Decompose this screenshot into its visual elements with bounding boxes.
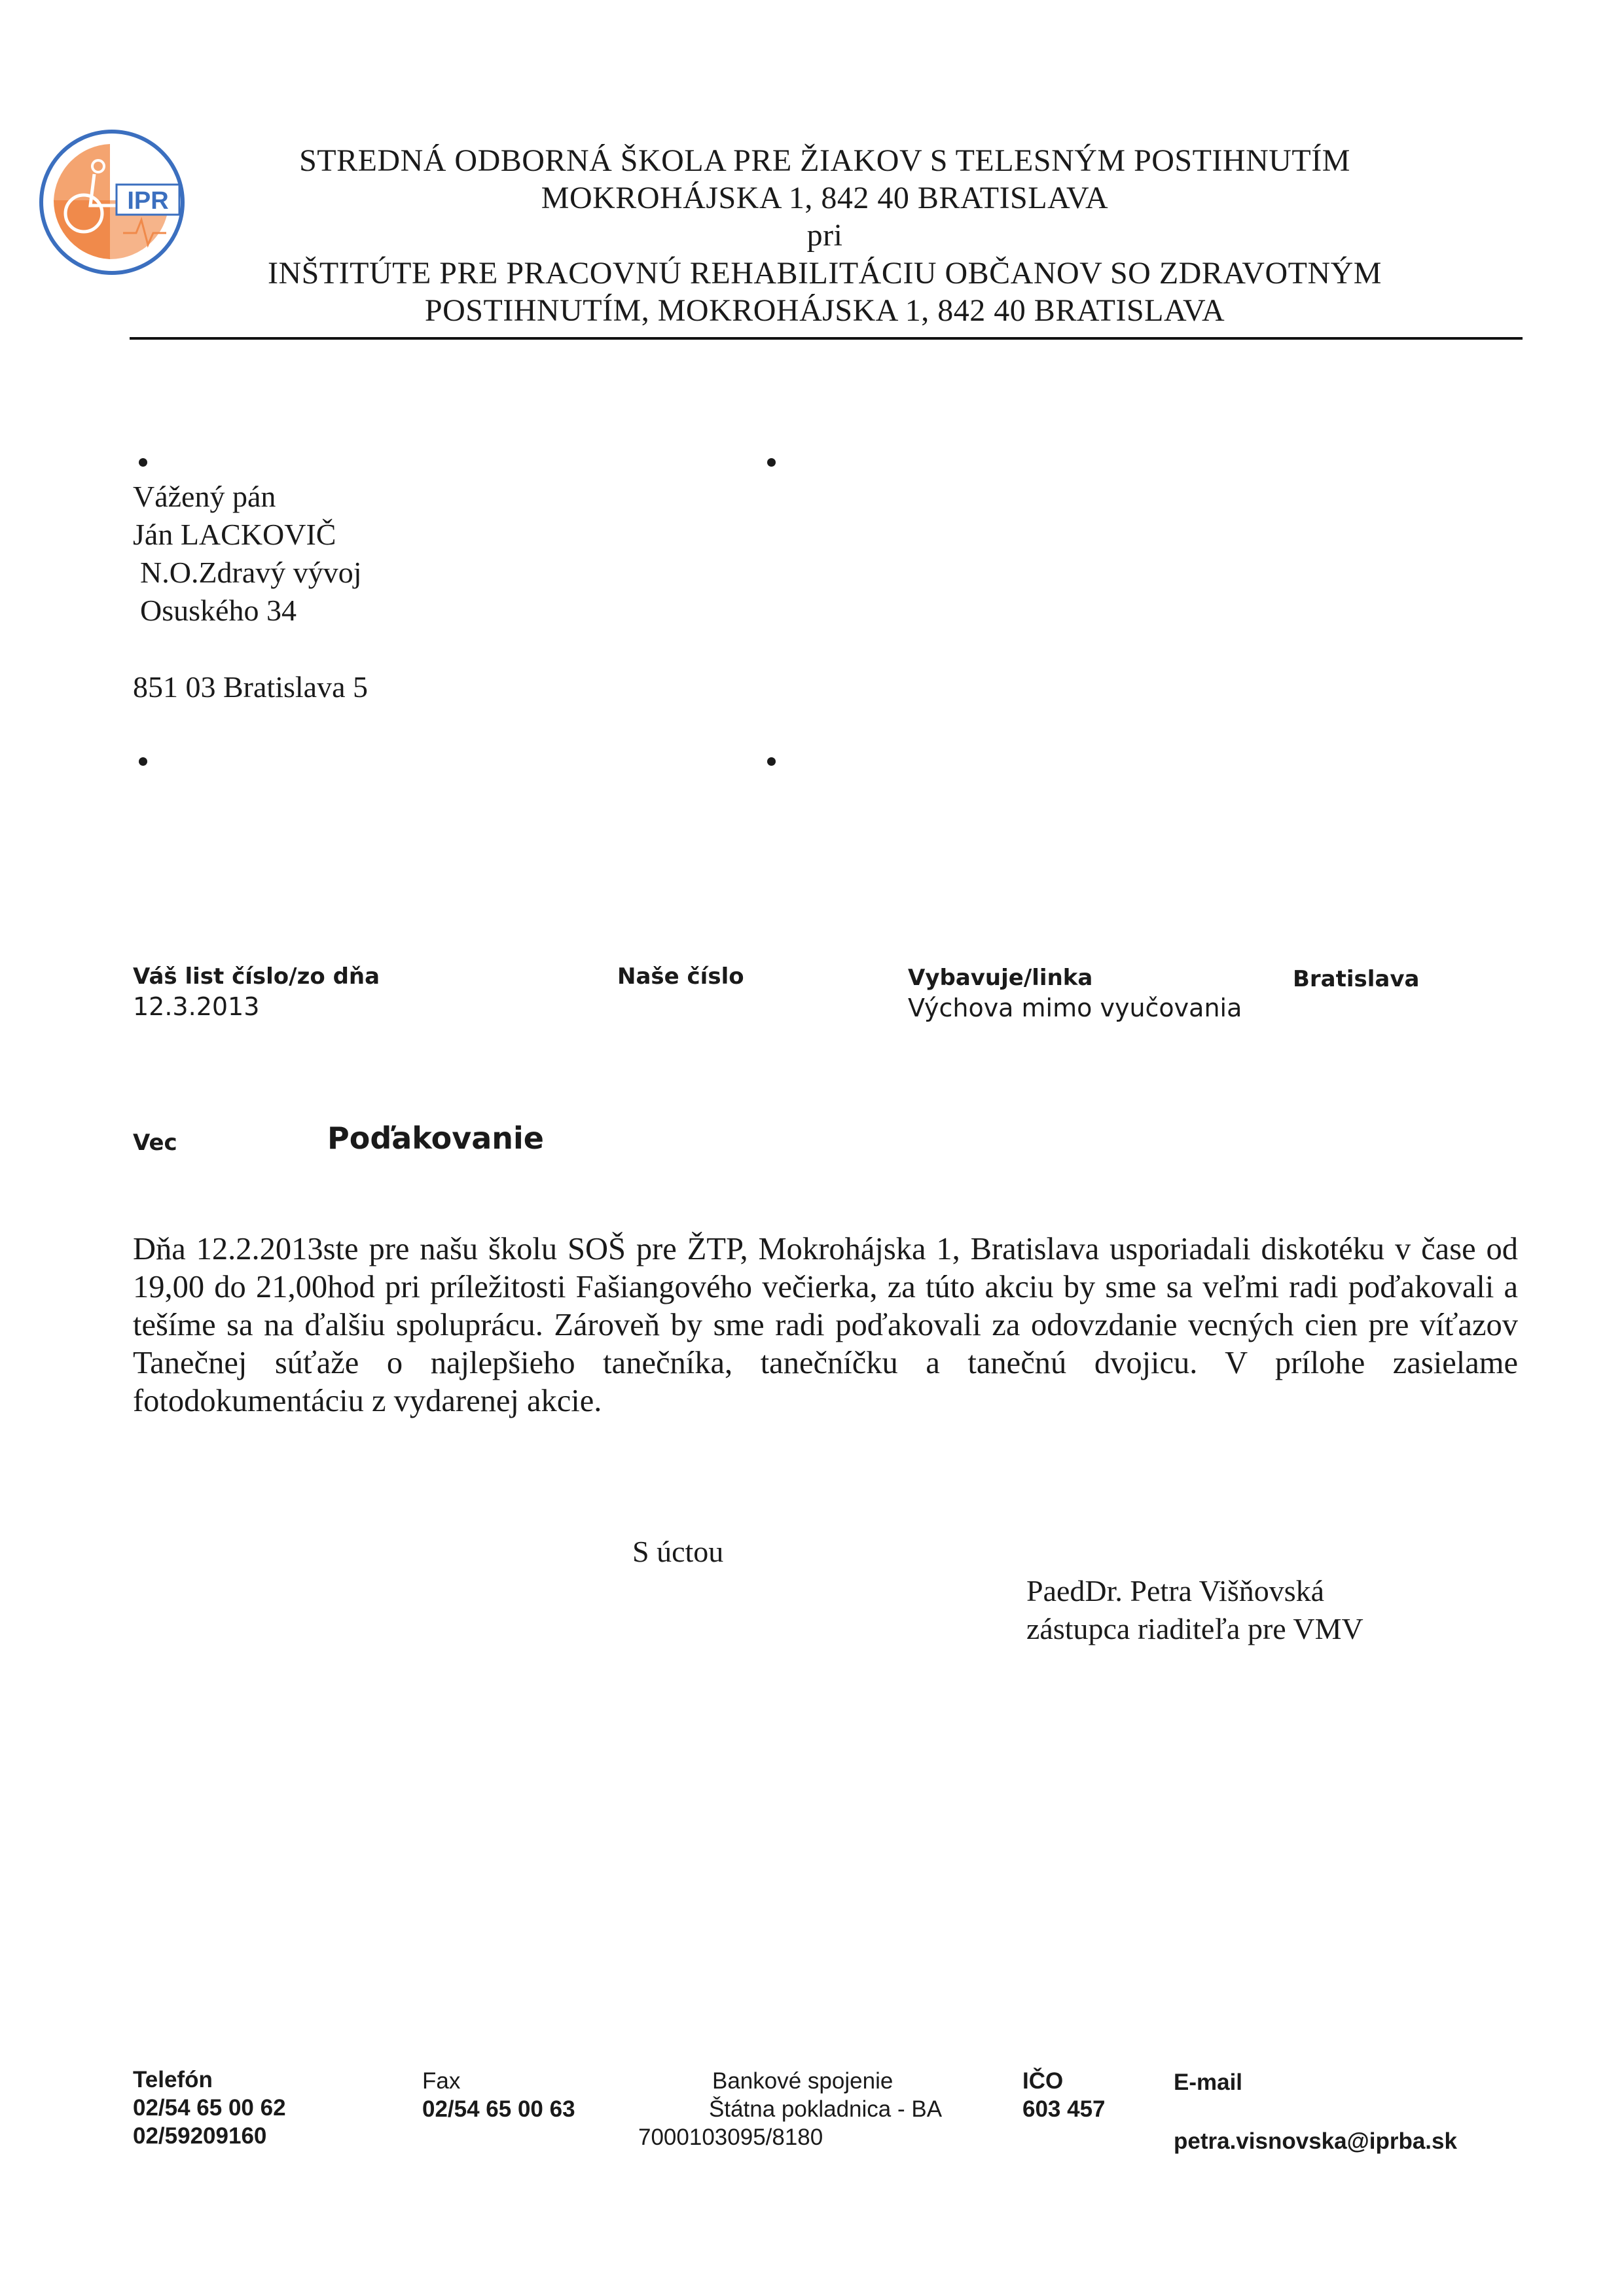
- handled-by-label: Vybavuje/linka: [908, 965, 1093, 991]
- your-letter-label: Váš list číslo/zo dňa: [133, 963, 380, 990]
- recipient-salutation: Vážený pán: [133, 480, 276, 513]
- header-institute-name: INŠTITÚTE PRE PRACOVNÚ REHABILITÁCIU OBČANOV SO ZDRAVOTNÝM: [268, 256, 1382, 291]
- header-school-name: STREDNÁ ODBORNÁ ŠKOLA PRE ŽIAKOV S TELESNÝM POSTIHNUTÍM: [299, 143, 1350, 178]
- our-number-label: Naše číslo: [617, 963, 744, 990]
- footer-email-label: E-mail: [1174, 2070, 1243, 2095]
- recipient-name: Ján LACKOVIČ: [133, 518, 336, 551]
- address-mark-top-left: [139, 458, 147, 467]
- footer-email-value[interactable]: petra.visnovska@iprba.sk: [1174, 2128, 1457, 2154]
- footer-phone-1: 02/54 65 00 62: [133, 2095, 286, 2121]
- signer-name: PaedDr. Petra Višňovská: [1026, 1574, 1325, 1607]
- place-label: Bratislava: [1293, 966, 1420, 992]
- address-mark-top-right: [767, 458, 776, 467]
- header-rule: [130, 337, 1523, 340]
- footer-ico-value: 603 457: [1022, 2096, 1106, 2122]
- handled-by-value: Výchova mimo vyučovania: [908, 994, 1242, 1022]
- footer-fax-label: Fax: [422, 2068, 461, 2094]
- subject-label: Vec: [133, 1130, 177, 1156]
- letter-body: Dňa 12.2.2013ste pre našu školu SOŠ pre ŽTP, Mokrohájska 1, Bratislava usporiadali diskotéku v čase od 19,00 do 21,00hod pri príležitosti Fašiangového večierka, za túto akciu by sme sa veľmi radi poďakovali a tešíme sa na ďalšiu spoluprácu. Zároveň by sme radi poďakovali za odovzdanie vecných cien pre víťazov Tanečnej súťaže o najlepšieho tanečníka, tanečníčku a tanečnú dvojicu. V prílohe zasielame fotodokumentáciu z vydarenej akcie.: [133, 1232, 1518, 1418]
- footer-bank-name: Štátna pokladnica - BA: [709, 2096, 943, 2122]
- recipient-street: Osuského 34: [140, 594, 297, 627]
- footer-phone-2: 02/59209160: [133, 2123, 267, 2149]
- your-letter-value: 12.3.2013: [133, 992, 260, 1021]
- header-pri: pri: [806, 218, 843, 253]
- address-mark-bottom-left: [139, 757, 147, 766]
- address-mark-bottom-right: [767, 757, 776, 766]
- recipient-organization: N.O.Zdravý vývoj: [140, 556, 362, 589]
- footer-bank-account: 7000103095/8180: [638, 2125, 823, 2150]
- logo-text: IPR: [127, 187, 169, 215]
- header-institute-address: POSTIHNUTÍM, MOKROHÁJSKA 1, 842 40 BRATISLAVA: [424, 293, 1225, 328]
- closing-greeting: S úctou: [632, 1535, 724, 1568]
- footer-fax-value: 02/54 65 00 63: [422, 2096, 575, 2122]
- footer-ico-label: IČO: [1022, 2068, 1064, 2094]
- header-school-address: MOKROHÁJSKA 1, 842 40 BRATISLAVA: [541, 181, 1109, 215]
- signer-title: zástupca riaditeľa pre VMV: [1026, 1612, 1363, 1645]
- recipient-city: 851 03 Bratislava 5: [133, 670, 368, 704]
- footer-phone-label: Telefón: [133, 2067, 213, 2092]
- footer-bank-label: Bankové spojenie: [712, 2068, 893, 2094]
- subject-value: Poďakovanie: [327, 1121, 544, 1156]
